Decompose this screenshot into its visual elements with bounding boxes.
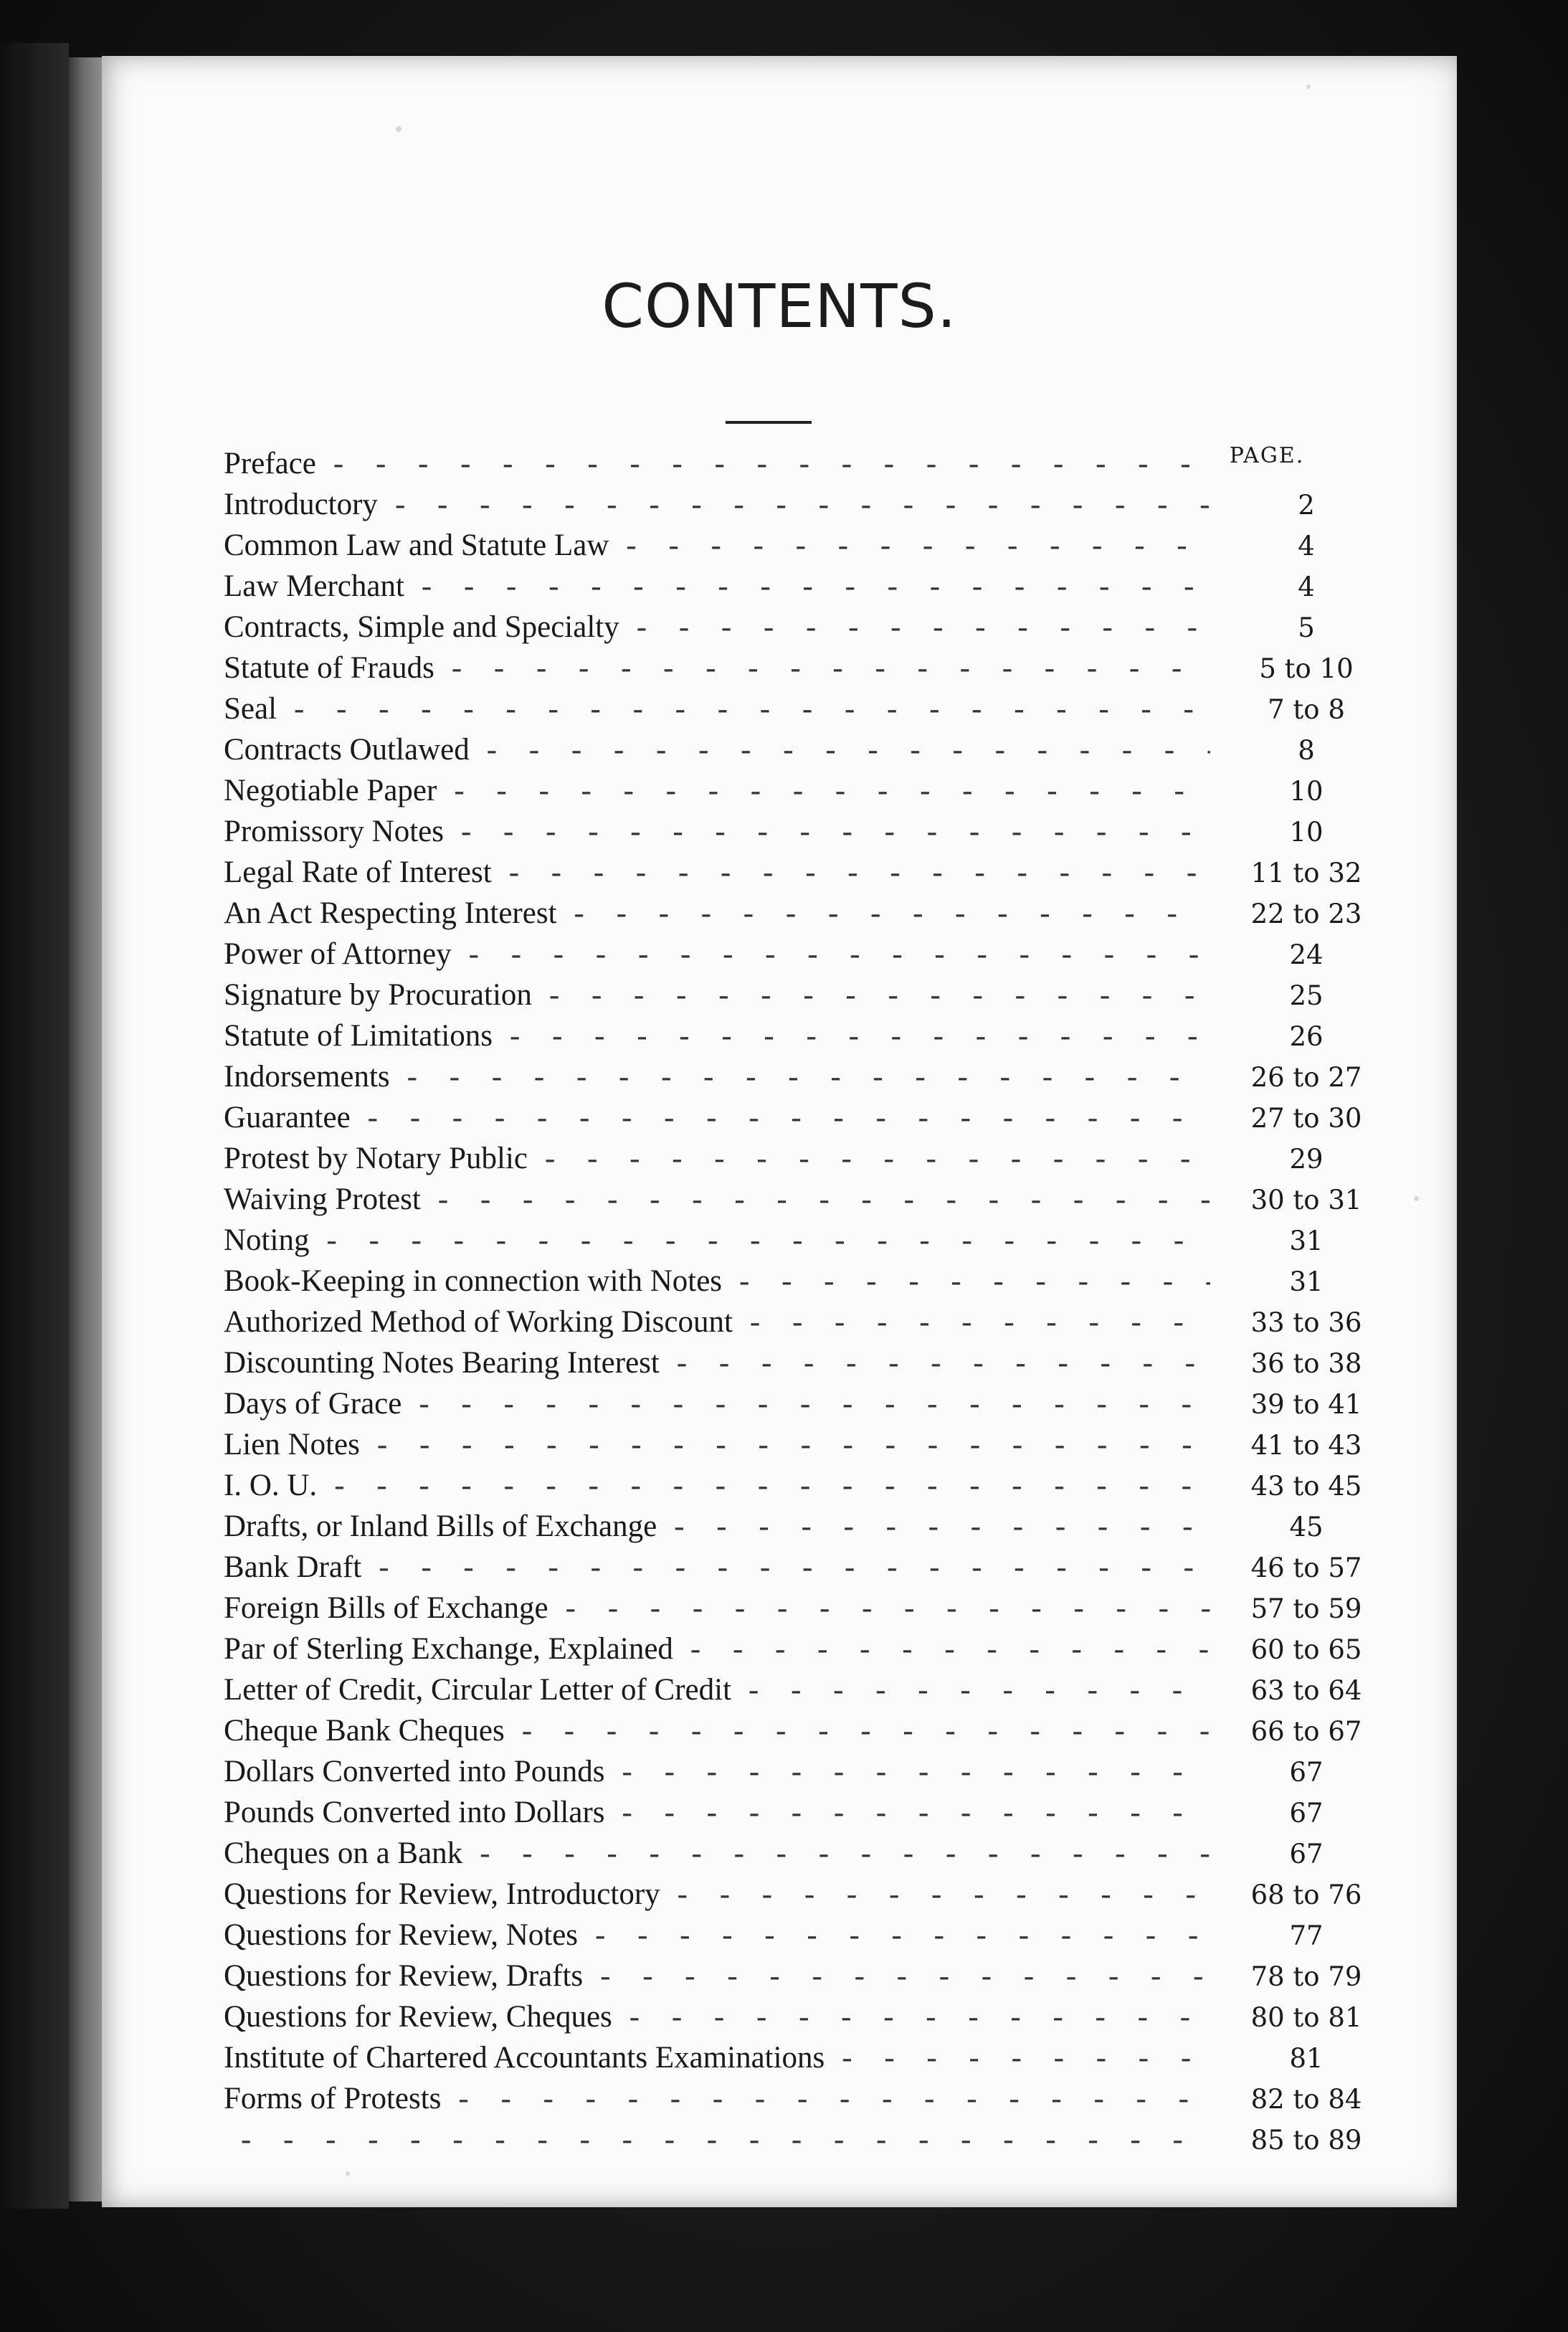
toc-entry-page: 85 to 89 — [1250, 2125, 1362, 2156]
toc-entry-page: 68 to 76 — [1250, 1880, 1362, 1910]
toc-entry-page: 10 — [1289, 817, 1324, 848]
toc-entry-title: Dollars Converted into Pounds — [224, 1755, 605, 1788]
toc-entry — [224, 811, 1385, 852]
dot-leader — [368, 1097, 1210, 1138]
dot-leader — [750, 1302, 1210, 1342]
toc-entry-page: 33 to 36 — [1250, 1307, 1362, 1338]
toc-entry-page: 5 to 10 — [1259, 653, 1354, 684]
toc-entry-title: Questions for Review, Notes — [224, 1918, 579, 1952]
toc-entry-page: 5 — [1298, 612, 1315, 643]
toc-entry-page: 67 — [1289, 1798, 1324, 1829]
dot-leader — [377, 1424, 1210, 1465]
toc-entry-title: Introductory — [224, 488, 378, 521]
toc-entry-page: 39 to 41 — [1250, 1389, 1362, 1420]
toc-entry-page: 4 — [1298, 531, 1315, 561]
toc-entry — [224, 688, 1385, 729]
toc-entry — [224, 1097, 1385, 1138]
toc-entry-title: Promissory Notes — [224, 815, 444, 848]
toc-entry — [224, 648, 1385, 688]
toc-entry-title: Contracts Outlawed — [224, 733, 470, 767]
toc-entry-title: Negotiable Paper — [224, 774, 437, 807]
toc-entry — [224, 443, 1385, 484]
toc-entry-page: 60 to 65 — [1250, 1634, 1362, 1665]
toc-entry-title: Indorsements — [224, 1060, 390, 1094]
dot-leader — [595, 1915, 1210, 1956]
dot-leader — [452, 648, 1210, 688]
toc-entry-page: 11 to 32 — [1250, 858, 1362, 888]
dot-leader — [487, 729, 1210, 770]
dot-leader — [522, 1710, 1210, 1751]
toc-entry-title: Protest by Notary Public — [224, 1142, 528, 1175]
toc-entry-page: 45 — [1289, 1512, 1324, 1542]
dot-leader — [461, 811, 1210, 852]
dot-leader — [334, 1465, 1210, 1506]
toc-entry-title: Cheques on a Bank — [224, 1836, 463, 1870]
toc-entry — [224, 1915, 1385, 1956]
toc-entry — [224, 770, 1385, 811]
title-rule — [726, 421, 812, 424]
toc-entry — [224, 1302, 1385, 1342]
toc-entry-title: Seal — [224, 692, 277, 726]
toc-entry-page: 10 — [1289, 776, 1324, 807]
toc-entry — [224, 1138, 1385, 1179]
toc-entry-page: 24 — [1289, 939, 1324, 970]
toc-entry-title: I. O. U. — [224, 1469, 318, 1502]
toc-entry — [224, 1833, 1385, 1874]
paper-speck — [1306, 85, 1311, 89]
dot-leader — [600, 1956, 1210, 1996]
toc-entry — [224, 1751, 1385, 1792]
toc-entry-page: 31 — [1289, 1226, 1324, 1256]
toc-entry-page: 22 to 23 — [1250, 899, 1362, 929]
toc-entry-page: 4 — [1298, 572, 1315, 602]
toc-entry — [224, 1710, 1385, 1751]
contents-page — [102, 56, 1457, 2207]
toc-entry-title: Guarantee — [224, 1101, 351, 1134]
toc-entry-title: Institute of Chartered Accountants Examinations — [224, 2041, 825, 2075]
dot-leader — [677, 1342, 1210, 1383]
toc-entry-page: 80 to 81 — [1250, 2002, 1362, 2033]
dot-leader — [622, 1792, 1211, 1833]
dot-leader — [458, 2078, 1210, 2119]
dot-leader — [690, 1629, 1210, 1669]
toc-entry-page: 29 — [1289, 1144, 1324, 1175]
toc-entry — [224, 2037, 1385, 2078]
toc-entry-page: 46 to 57 — [1250, 1553, 1362, 1583]
toc-entry-title: Pounds Converted into Dollars — [224, 1796, 605, 1829]
dot-leader — [509, 852, 1210, 893]
dot-leader — [333, 443, 1210, 484]
page-column-heading: PAGE. — [1229, 443, 1305, 468]
toc-entry-page: 27 to 30 — [1250, 1103, 1362, 1134]
toc-entry-title: Legal Rate of Interest — [224, 855, 492, 889]
toc-entry-title: Days of Grace — [224, 1387, 402, 1421]
paper-speck — [396, 126, 401, 132]
toc-entry — [224, 1220, 1385, 1261]
dot-leader — [480, 1833, 1210, 1874]
dot-leader — [510, 1015, 1210, 1056]
dot-leader — [395, 484, 1210, 525]
toc-entry-title: Waiving Protest — [224, 1182, 421, 1216]
table-of-contents — [224, 443, 1385, 2160]
dot-leader — [622, 1751, 1211, 1792]
toc-entry-title: Common Law and Statute Law — [224, 529, 609, 562]
toc-entry — [224, 975, 1385, 1015]
toc-entry-page: 30 to 31 — [1250, 1185, 1362, 1215]
toc-entry — [224, 1383, 1385, 1424]
toc-entry-title: Preface — [224, 447, 316, 480]
toc-entry-title: Forms of Protests — [224, 2082, 442, 2115]
dot-leader — [419, 1383, 1210, 1424]
toc-entry-page: 67 — [1289, 1757, 1324, 1788]
toc-entry-page: 63 to 64 — [1250, 1675, 1362, 1706]
dot-leader — [739, 1261, 1210, 1302]
dot-leader — [842, 2037, 1210, 2078]
page-title: CONTENTS. — [602, 271, 957, 341]
dot-leader — [549, 975, 1210, 1015]
toc-entry — [224, 1179, 1385, 1220]
toc-entry-title: Cheque Bank Cheques — [224, 1714, 505, 1748]
toc-entry — [224, 1547, 1385, 1588]
dot-leader — [629, 1996, 1210, 2037]
toc-entry — [224, 2119, 1385, 2160]
toc-entry — [224, 525, 1385, 566]
toc-entry-title: Signature by Procuration — [224, 978, 532, 1012]
dot-leader — [326, 1220, 1210, 1261]
toc-entry-page: 41 to 43 — [1250, 1430, 1362, 1461]
dot-leader — [469, 934, 1210, 975]
toc-entry — [224, 1465, 1385, 1506]
toc-entry — [224, 607, 1385, 648]
toc-entry-title: Statute of Frauds — [224, 651, 434, 685]
toc-entry — [224, 1424, 1385, 1465]
toc-entry — [224, 1669, 1385, 1710]
dot-leader — [574, 893, 1210, 934]
toc-entry-page: 77 — [1289, 1920, 1324, 1951]
toc-entry-page: 82 to 84 — [1250, 2084, 1362, 2115]
toc-entry-page: 31 — [1289, 1266, 1324, 1297]
dot-leader — [407, 1056, 1210, 1097]
toc-entry-page: 78 to 79 — [1250, 1961, 1362, 1992]
dot-leader — [566, 1588, 1210, 1629]
toc-entry — [224, 2078, 1385, 2119]
dot-leader — [454, 770, 1210, 811]
dot-leader — [294, 688, 1210, 729]
toc-entry — [224, 729, 1385, 770]
facing-page-edge — [0, 43, 69, 2209]
toc-entry-page: 7 to 8 — [1268, 694, 1345, 725]
toc-entry-title: Letter of Credit, Circular Letter of Credit — [224, 1673, 732, 1707]
dot-leader — [626, 525, 1210, 566]
dot-leader — [674, 1506, 1210, 1547]
dot-leader — [678, 1874, 1210, 1915]
toc-entry — [224, 566, 1385, 607]
toc-entry-title: Discounting Notes Bearing Interest — [224, 1346, 660, 1380]
dot-leader — [637, 607, 1210, 648]
toc-entry — [224, 1506, 1385, 1547]
toc-entry-page: 66 to 67 — [1250, 1716, 1362, 1747]
toc-entry — [224, 893, 1385, 934]
toc-entry-title: Law Merchant — [224, 569, 404, 603]
toc-entry-page: 26 to 27 — [1250, 1062, 1362, 1093]
toc-entry-title: Questions for Review, Drafts — [224, 1959, 584, 1993]
book-gutter — [69, 57, 102, 2201]
toc-entry-page: 26 — [1289, 1021, 1324, 1052]
toc-entry-title: Questions for Review, Introductory — [224, 1877, 660, 1911]
toc-entry — [224, 852, 1385, 893]
toc-entry — [224, 1261, 1385, 1302]
toc-entry — [224, 484, 1385, 525]
toc-entry-page: 67 — [1289, 1839, 1324, 1869]
toc-entry-title: Noting — [224, 1223, 310, 1257]
paper-speck — [1414, 1196, 1419, 1201]
dot-leader — [749, 1669, 1210, 1710]
toc-entry — [224, 1588, 1385, 1629]
toc-entry-page: 36 to 38 — [1250, 1348, 1362, 1379]
toc-entry-title: Foreign Bills of Exchange — [224, 1591, 548, 1625]
dot-leader — [422, 566, 1210, 607]
toc-entry-title: Lien Notes — [224, 1428, 360, 1461]
toc-entry — [224, 1056, 1385, 1097]
dot-leader — [241, 2119, 1210, 2160]
toc-entry-title: Contracts, Simple and Specialty — [224, 610, 619, 644]
toc-entry — [224, 1996, 1385, 2037]
toc-entry-title: Power of Attorney — [224, 937, 452, 971]
toc-entry-title: Questions for Review, Cheques — [224, 2000, 612, 2034]
toc-entry — [224, 1956, 1385, 1996]
toc-entry — [224, 1874, 1385, 1915]
toc-entry-page: 25 — [1289, 980, 1324, 1011]
toc-entry-title: Authorized Method of Working Discount — [224, 1305, 733, 1339]
dot-leader — [545, 1138, 1210, 1179]
toc-entry-page: 43 to 45 — [1250, 1471, 1362, 1502]
toc-entry — [224, 934, 1385, 975]
toc-entry — [224, 1342, 1385, 1383]
toc-entry-title: Bank Draft — [224, 1550, 362, 1584]
toc-entry-page: 81 — [1289, 2043, 1324, 2074]
toc-entry-title: Book-Keeping in connection with Notes — [224, 1264, 723, 1298]
toc-entry-page: 8 — [1298, 735, 1315, 766]
toc-entry-page: 2 — [1298, 490, 1315, 521]
toc-entry-title: Par of Sterling Exchange, Explained — [224, 1632, 673, 1666]
toc-entry-title: Drafts, or Inland Bills of Exchange — [224, 1509, 657, 1543]
toc-entry-page: 57 to 59 — [1250, 1593, 1362, 1624]
toc-entry — [224, 1015, 1385, 1056]
toc-entry — [224, 1792, 1385, 1833]
toc-entry — [224, 1629, 1385, 1669]
toc-entry-title: Statute of Limitations — [224, 1019, 493, 1053]
paper-speck — [346, 2171, 350, 2176]
dot-leader — [379, 1547, 1210, 1588]
toc-entry-title: An Act Respecting Interest — [224, 896, 557, 930]
dot-leader — [438, 1179, 1210, 1220]
